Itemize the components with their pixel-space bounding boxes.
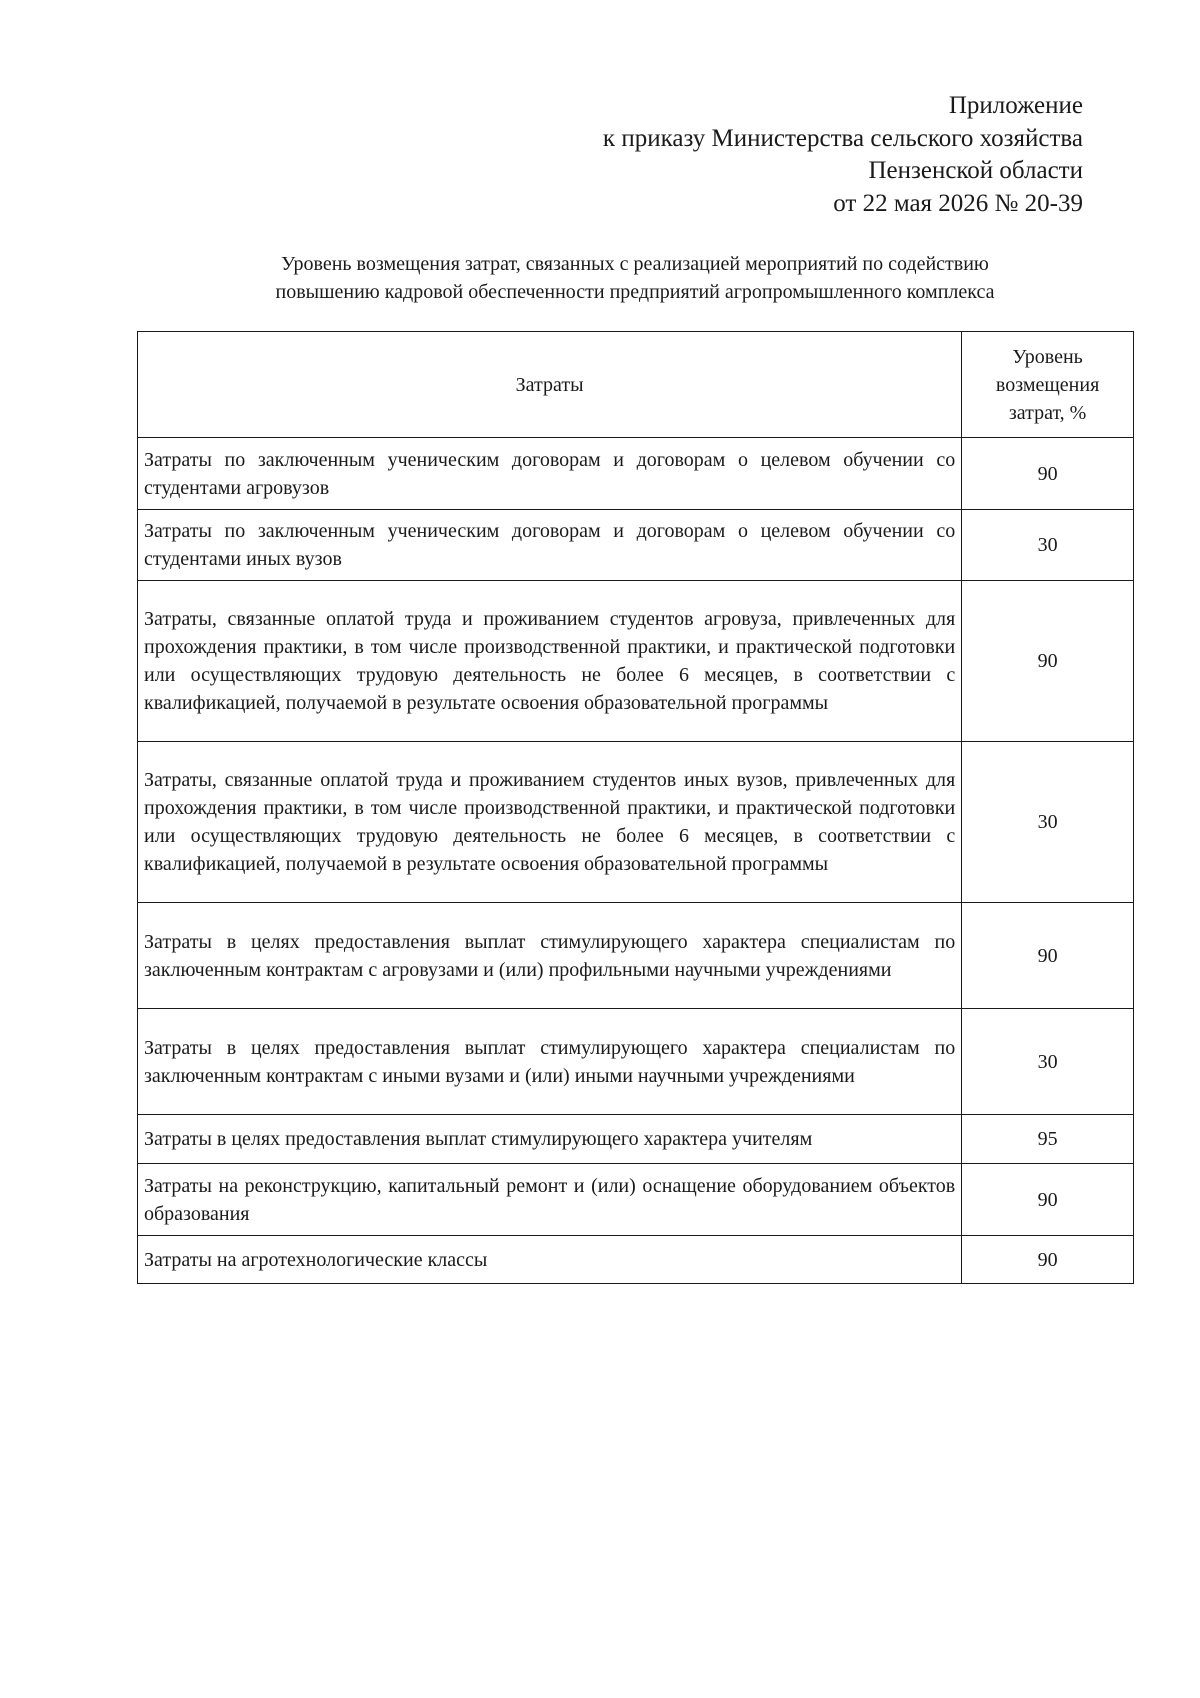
title-line-2: повышению кадровой обеспеченности предприятий агропромышленного комплекса [275,281,995,303]
level-cell: 30 [962,742,1134,903]
column-header-level-line-1: Уровень [1012,345,1083,368]
column-header-cost: Затраты [138,332,962,438]
cost-description: Затраты, связанные оплатой труда и проживанием студентов иных вузов, привлеченных для прохождения практики, в том числе производственной практики, и практической подготовки или осуществляющих трудовую деятельность не более 6 месяцев, в соответствии с квалификацией, получаемой в результате освоения образовательной программы [144,769,956,875]
table-row [138,1009,1134,1115]
cost-description: Затраты по заключенным ученическим договорам и договорам о целевом обучении со студентами агровузов [144,448,956,499]
region-name: Пензенской области [868,157,1083,184]
level-cell: 30 [962,510,1134,581]
level-cell: 90 [962,903,1134,1009]
cost-cell [138,510,962,581]
level-cell: 95 [962,1115,1134,1164]
order-reference: к приказу Министерства сельского хозяйства [602,124,1083,152]
table-row [138,1115,1134,1164]
table-row [138,438,1134,510]
table-row [138,1236,1134,1284]
cost-description: Затраты в целях предоставления выплат стимулирующего характера учителям [144,1128,813,1150]
cost-cell [138,903,962,1009]
document-title [137,250,1133,306]
table-row [138,742,1134,903]
table-row [138,1164,1134,1236]
cost-description: Затраты, связанные оплатой труда и проживанием студентов агровуза, привлеченных для прохождения практики, в том числе производственной практики, и практической подготовки или осуществляющих трудовую деятельность не более 6 месяцев, в соответствии с квалификацией, получаемой в результате освоения образовательной программы [144,608,956,714]
cost-cell [138,1164,962,1236]
column-header-level-line-3: затрат, % [1008,401,1087,424]
cost-cell [138,1009,962,1115]
reimbursement-table [137,331,1134,1284]
table-row [138,510,1134,581]
level-cell: 90 [962,438,1134,510]
table-row [138,903,1134,1009]
column-header-level-line-2: возмещения [995,373,1100,396]
level-cell: 90 [962,581,1134,742]
cost-description: Затраты по заключенным ученическим договорам и договорам о целевом обучении со студентами иных вузов [144,520,956,570]
cost-description: Затраты в целях предоставления выплат стимулирующего характера специалистам по заключенным контрактам с иными вузами и (или) иными научными учреждениями [144,1036,956,1087]
table-row [138,581,1134,742]
title-line-1: Уровень возмещения затрат, связанных с реализацией мероприятий по содействию [281,253,989,275]
appendix-header [603,90,1083,220]
cost-description: Затраты в целях предоставления выплат стимулирующего характера специалистам по заключенным контрактам с агровузами и (или) профильными научными учреждениями [144,930,956,981]
table-header-row [138,332,1134,438]
level-cell: 90 [962,1164,1134,1236]
cost-cell [138,742,962,903]
cost-cell [138,1236,962,1284]
order-date-number: от 22 мая 2026 № 20-39 [833,189,1083,217]
column-header-level [962,332,1134,438]
cost-cell [138,581,962,742]
cost-description: Затраты на агротехнологические классы [144,1248,488,1271]
appendix-label: Приложение [948,92,1083,119]
level-cell: 30 [962,1009,1134,1115]
cost-cell [138,438,962,510]
level-cell: 90 [962,1236,1134,1284]
cost-description: Затраты на реконструкцию, капитальный ремонт и (или) оснащение оборудованием объектов образования [144,1174,956,1225]
cost-cell [138,1115,962,1164]
